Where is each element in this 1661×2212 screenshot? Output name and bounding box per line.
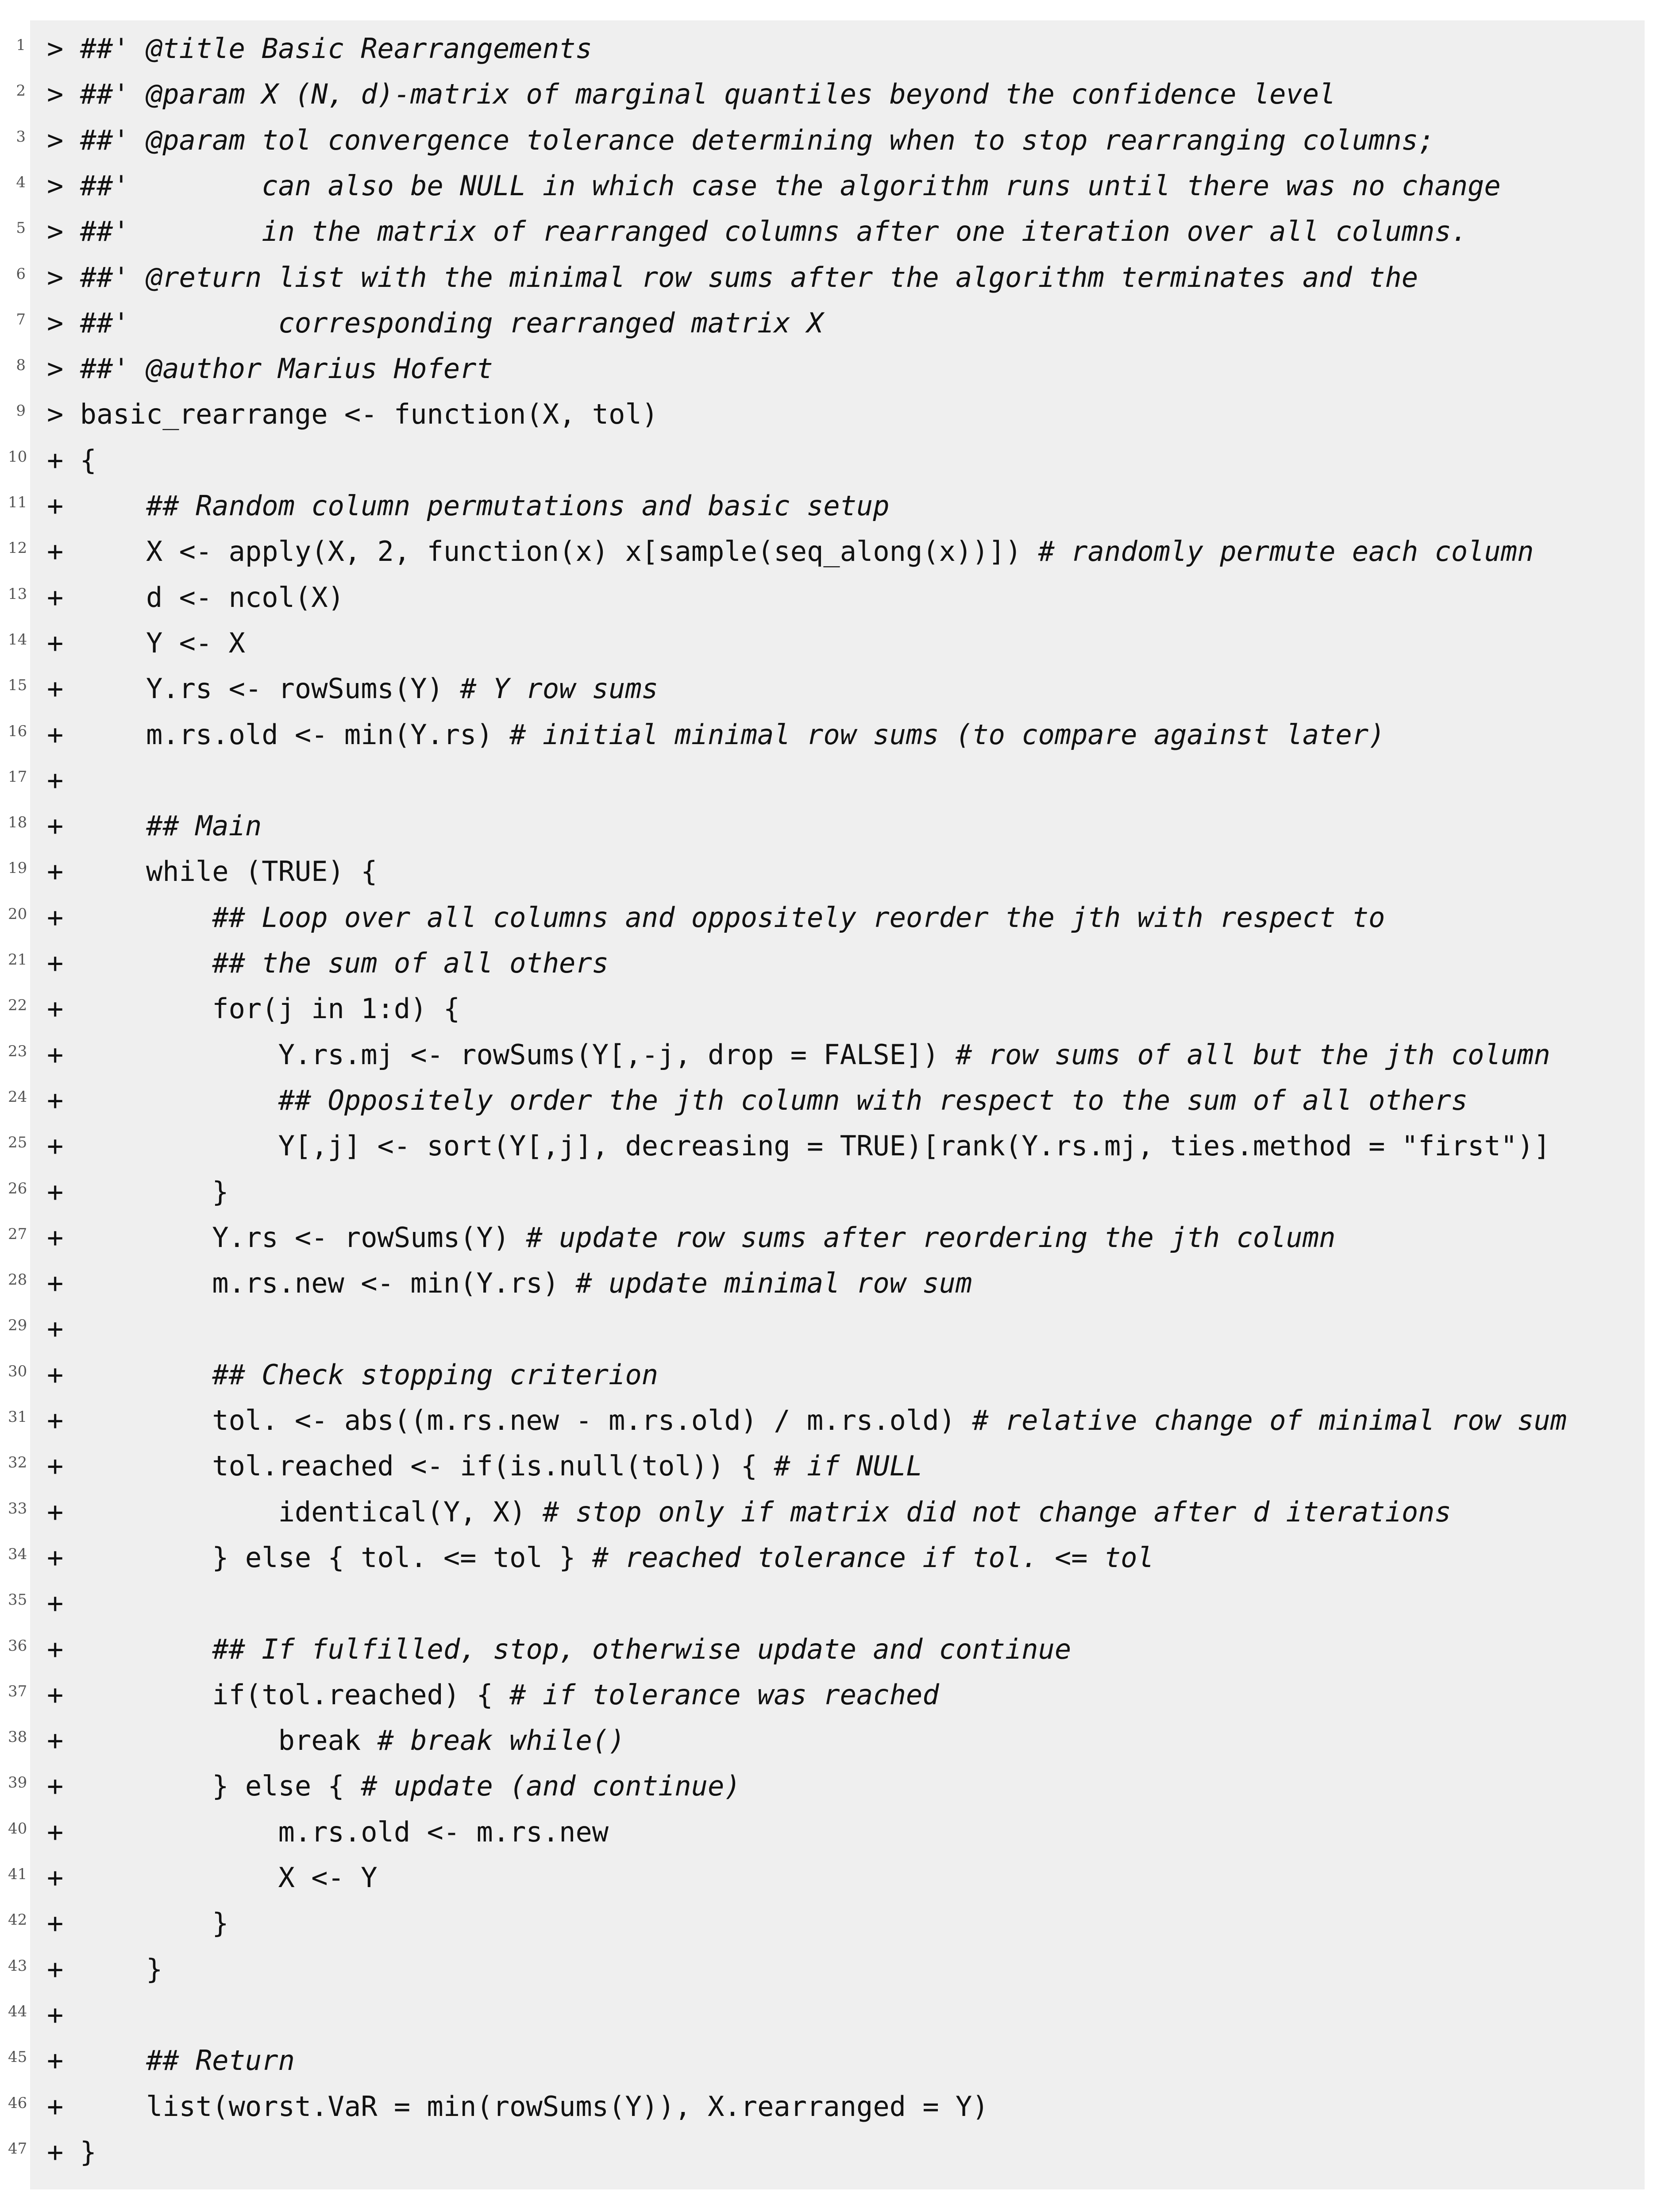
code-text (47, 1306, 63, 1351)
code-line (16, 163, 1661, 208)
code-text (47, 666, 658, 711)
code-line (8, 575, 1661, 620)
code-segment: + tol.reached <- if(is.null(tol)) { (47, 1450, 774, 1482)
code-comment: ## If fulfilled, stop, otherwise update and continue (212, 1633, 1071, 1665)
line-number: 9 (16, 402, 26, 420)
line-number: 43 (8, 1957, 27, 1975)
code-segment: + for(j in 1:d) { (47, 992, 460, 1025)
code-text (47, 255, 1418, 300)
line-number: 45 (8, 2048, 27, 2066)
code-segment: + X <- Y (47, 1861, 378, 1894)
code-segment: + } else { (47, 1770, 361, 1803)
code-segment: + (47, 2044, 146, 2077)
code-text (47, 757, 63, 803)
code-line (16, 117, 1661, 163)
line-number: 34 (8, 1545, 27, 1563)
code-line (8, 1855, 1661, 1900)
code-line (16, 26, 1661, 71)
code-text (47, 529, 1534, 574)
line-number: 39 (8, 1774, 27, 1792)
code-line (8, 849, 1661, 894)
code-line (8, 1763, 1661, 1809)
line-number: 33 (8, 1499, 27, 1517)
code-line (8, 1535, 1661, 1580)
code-text (47, 1809, 609, 1855)
code-comment: ## Loop over all columns and oppositely reorder the jth with respect to (212, 901, 1385, 934)
code-comment: ## Main (146, 810, 262, 842)
code-segment: + } (47, 2135, 96, 2168)
code-text (47, 1580, 63, 1626)
line-number: 46 (8, 2094, 27, 2112)
code-segment: + } (47, 1175, 229, 1208)
code-line (16, 71, 1661, 117)
code-segment: > (47, 169, 80, 202)
code-comment: ## Return (146, 2044, 295, 2077)
code-line (8, 1992, 1661, 2038)
code-segment: + Y.rs.mj <- rowSums(Y[,-j, drop = FALSE]) (47, 1038, 956, 1071)
code-line (8, 1443, 1661, 1489)
code-line (8, 1397, 1661, 1443)
code-text (47, 575, 344, 620)
code-line (8, 895, 1661, 940)
line-number: 6 (16, 265, 26, 283)
code-text (47, 1900, 229, 1946)
line-number: 8 (16, 356, 26, 374)
line-number: 35 (8, 1591, 27, 1609)
code-line (8, 712, 1661, 757)
code-text (47, 1626, 1071, 1672)
code-segment: + (47, 1084, 278, 1116)
code-segment: + d <- ncol(X) (47, 581, 344, 614)
code-text (47, 2129, 96, 2175)
line-number: 17 (8, 768, 27, 786)
code-text (47, 2038, 295, 2083)
code-segment: + m.rs.old <- m.rs.new (47, 1815, 609, 1848)
code-line (8, 483, 1661, 529)
code-segment: + (47, 1358, 212, 1391)
code-segment: > (47, 32, 80, 65)
code-line (8, 666, 1661, 711)
code-comment: ##' can also be NULL in which case the algorithm runs until there was no change (80, 169, 1501, 202)
line-number: 28 (8, 1271, 27, 1289)
line-number: 22 (8, 996, 27, 1015)
code-text (47, 483, 890, 529)
line-number: 36 (8, 1637, 27, 1655)
code-line (8, 1672, 1661, 1718)
code-segment: + if(tol.reached) { (47, 1678, 510, 1711)
code-comment: # update minimal row sum (575, 1267, 972, 1300)
code-segment: + } (47, 1907, 229, 1940)
code-text (47, 1672, 939, 1718)
code-text (47, 1992, 63, 2038)
code-line (8, 1077, 1661, 1123)
code-comment: ##' @return list with the minimal row sums after the algorithm terminates and the (80, 261, 1418, 293)
code-segment: + (47, 1998, 64, 2031)
code-segment: + (47, 901, 212, 934)
line-number: 27 (8, 1225, 27, 1243)
line-number: 38 (8, 1728, 27, 1746)
code-text (47, 71, 1336, 117)
code-comment: # if tolerance was reached (509, 1678, 939, 1711)
code-segment: + (47, 810, 146, 842)
line-number: 37 (8, 1682, 27, 1700)
code-line (8, 1215, 1661, 1260)
code-comment: # Y row sums (460, 672, 659, 705)
code-line (16, 208, 1661, 254)
code-text (47, 208, 1468, 254)
code-segment: + m.rs.new <- min(Y.rs) (47, 1267, 576, 1300)
code-line (8, 1306, 1661, 1351)
code-line (8, 1032, 1661, 1077)
line-number: 5 (16, 219, 26, 237)
code-comment: # initial minimal row sums (to compare against later) (509, 718, 1385, 751)
code-text (47, 117, 1434, 163)
code-text (47, 26, 592, 71)
code-text (47, 1077, 1468, 1123)
line-number: 24 (8, 1088, 27, 1106)
code-line (16, 391, 1661, 437)
code-text (47, 1215, 1336, 1260)
code-segment: + m.rs.old <- min(Y.rs) (47, 718, 510, 751)
code-line (8, 1809, 1661, 1855)
code-segment: + list(worst.VaR = min(rowSums(Y)), X.rearranged = Y) (47, 2090, 989, 2123)
code-line (8, 2084, 1661, 2129)
code-segment: + tol. <- abs((m.rs.new - m.rs.old) / m.rs.old) (47, 1404, 972, 1436)
code-segment: + { (47, 444, 96, 476)
code-line (8, 2129, 1661, 2175)
code-line (8, 1718, 1661, 1763)
code-line (16, 300, 1661, 346)
line-number: 10 (8, 448, 27, 466)
code-segment: > basic_rearrange <- function(X, tol) (47, 398, 659, 431)
code-line (8, 757, 1661, 803)
code-comment: # stop only if matrix did not change after d iterations (542, 1495, 1451, 1528)
code-line (8, 1626, 1661, 1672)
code-line (8, 1260, 1661, 1306)
code-segment: > (47, 306, 80, 339)
code-text (47, 1763, 741, 1809)
code-text (47, 1443, 922, 1489)
code-text (47, 986, 460, 1031)
code-text (47, 346, 493, 391)
code-segment: + (47, 490, 146, 522)
code-segment: + Y.rs <- rowSums(Y) (47, 672, 460, 705)
line-number: 4 (16, 173, 26, 191)
code-comment: ##' corresponding rearranged matrix X (80, 306, 824, 339)
code-text (47, 2084, 989, 2129)
code-segment: + (47, 1313, 64, 1345)
code-comment: # relative change of minimal row sum (972, 1404, 1567, 1436)
code-segment: + X <- apply(X, 2, function(x) x[sample(seq_along(x))]) (47, 535, 1038, 568)
line-number: 16 (8, 722, 27, 740)
code-text (47, 1855, 378, 1900)
code-text (47, 940, 609, 986)
line-number: 25 (8, 1134, 27, 1152)
line-number: 3 (16, 127, 26, 146)
code-text (47, 300, 823, 346)
code-comment: ## Oppositely order the jth column with respect to the sum of all others (278, 1084, 1468, 1116)
code-text (47, 391, 658, 437)
line-number: 44 (8, 2002, 27, 2020)
code-segment: + } (47, 1953, 163, 1985)
line-number: 15 (8, 676, 27, 695)
code-text (47, 1489, 1451, 1535)
code-text (47, 1032, 1550, 1077)
line-number: 14 (8, 630, 27, 649)
code-comment: ##' @param tol convergence tolerance determining when to stop rearranging columns; (80, 124, 1435, 156)
code-text (47, 1718, 625, 1763)
code-line (8, 1580, 1661, 1626)
code-segment: + break (47, 1724, 378, 1757)
code-text (47, 1946, 162, 1992)
line-number: 13 (8, 585, 27, 603)
code-segment: > (47, 352, 80, 385)
code-comment: # update row sums after reordering the jth column (526, 1221, 1336, 1254)
code-comment: # update (and continue) (361, 1770, 741, 1803)
code-text (47, 895, 1385, 940)
line-number: 7 (16, 310, 26, 328)
code-text (47, 712, 1385, 757)
code-comment: ##' @author Marius Hofert (80, 352, 493, 385)
code-segment: + (47, 1633, 212, 1665)
line-number: 29 (8, 1316, 27, 1335)
code-line (8, 1123, 1661, 1169)
code-segment: > (47, 261, 80, 293)
code-segment: + Y.rs <- rowSums(Y) (47, 1221, 526, 1254)
code-text (47, 1352, 658, 1397)
code-text (47, 1260, 972, 1306)
line-number: 30 (8, 1362, 27, 1380)
code-segment: + (47, 1587, 64, 1620)
code-line (8, 620, 1661, 666)
code-segment: + Y[,j] <- sort(Y[,j], decreasing = TRUE)[rank(Y.rs.mj, ties.method = "first")] (47, 1130, 1550, 1162)
code-text (47, 1535, 1154, 1580)
code-listing (8, 20, 1645, 2189)
code-line (16, 346, 1661, 391)
line-number: 26 (8, 1179, 27, 1197)
code-comment: ## the sum of all others (212, 947, 609, 979)
code-segment: > (47, 215, 80, 248)
code-line (8, 803, 1661, 849)
code-segment: + (47, 947, 212, 979)
code-line (8, 1352, 1661, 1397)
code-segment: + } else { tol. <= tol } (47, 1541, 592, 1574)
code-line (8, 1946, 1661, 1992)
line-number: 2 (16, 82, 26, 100)
code-line (8, 437, 1661, 483)
line-number: 47 (8, 2139, 27, 2158)
code-line (8, 1489, 1661, 1535)
line-number: 1 (16, 36, 26, 54)
line-number: 31 (8, 1408, 27, 1426)
code-text (47, 437, 96, 483)
code-segment: > (47, 124, 80, 156)
code-comment: ## Random column permutations and basic setup (146, 490, 890, 522)
line-number: 42 (8, 1911, 27, 1929)
code-segment: + (47, 764, 64, 796)
code-segment: + while (TRUE) { (47, 855, 378, 888)
line-number: 40 (8, 1819, 27, 1838)
code-comment: ##' in the matrix of rearranged columns after one iteration over all columns. (80, 215, 1468, 248)
code-segment: + Y <- X (47, 626, 245, 659)
line-number: 32 (8, 1454, 27, 1472)
code-line (8, 1169, 1661, 1215)
line-number: 11 (8, 494, 27, 511)
code-comment: # if NULL (774, 1450, 923, 1482)
code-text (47, 803, 262, 849)
code-text (47, 1397, 1567, 1443)
line-number: 21 (8, 951, 27, 969)
code-line (16, 255, 1661, 300)
code-line (8, 2038, 1661, 2083)
code-line (8, 940, 1661, 986)
code-text (47, 849, 378, 894)
code-comment: ##' @param X (N, d)-matrix of marginal quantiles beyond the confidence level (80, 78, 1336, 111)
code-comment: # break while() (377, 1724, 625, 1757)
code-segment: + identical(Y, X) (47, 1495, 543, 1528)
code-comment: # reached tolerance if tol. <= tol (592, 1541, 1154, 1574)
code-text (47, 1169, 229, 1215)
line-number: 12 (8, 539, 27, 557)
line-number: 23 (8, 1042, 27, 1060)
line-number: 20 (8, 905, 27, 923)
code-text (47, 620, 245, 666)
code-comment: # row sums of all but the jth column (956, 1038, 1550, 1071)
line-number: 41 (8, 1865, 27, 1883)
code-line (8, 986, 1661, 1031)
code-comment: # randomly permute each column (1038, 535, 1534, 568)
code-line (8, 1900, 1661, 1946)
code-comment: ##' @title Basic Rearrangements (80, 32, 592, 65)
code-segment: > (47, 78, 80, 111)
code-text (47, 1123, 1550, 1169)
code-text (47, 163, 1501, 208)
line-number: 19 (8, 859, 27, 877)
code-comment: ## Check stopping criterion (212, 1358, 659, 1391)
line-number: 18 (8, 814, 27, 832)
code-line (8, 529, 1661, 574)
